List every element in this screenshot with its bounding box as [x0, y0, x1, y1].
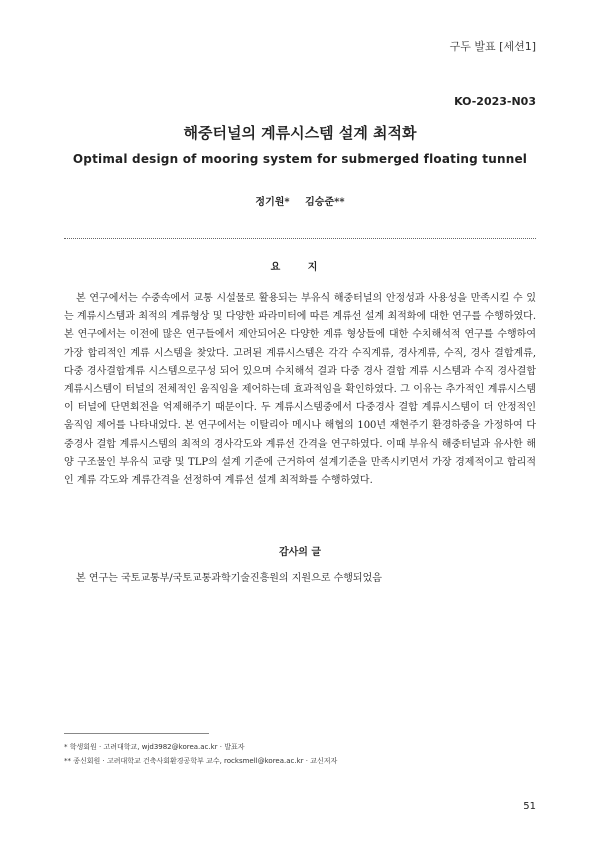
footnote-author-2: ** 종신회원 · 고려대학교 건축사회환경공학부 교수, rocksmell@korea.ac.kr · 교신저자: [64, 757, 338, 765]
author-list: [0, 193, 600, 208]
page-number: 51: [523, 801, 536, 812]
acknowledgement-body: 본 연구는 국토교통부/국토교통과학기술진흥원의 지원으로 수행되었음: [76, 573, 382, 584]
session-label: 구두 발표 [세션1]: [449, 40, 536, 53]
author-1: 정기원*: [255, 197, 290, 208]
abstract-heading: 요 지: [270, 262, 330, 273]
paper-title-english: Optimal design of mooring system for submerged floating tunnel: [72, 152, 528, 166]
acknowledgement-heading: 감사의 글: [278, 547, 322, 558]
section-divider: [64, 238, 536, 239]
author-2: 김승준**: [305, 197, 345, 208]
footnote-author-1: * 학생회원 · 고려대학교, wjd3982@korea.ac.kr · 발표자: [64, 743, 245, 751]
paper-id: KO-2023-N03: [454, 95, 536, 108]
paper-title-korean: 해중터널의 계류시스템 설계 최적화: [183, 124, 417, 142]
footnote-rule: [64, 733, 209, 734]
abstract-body: 본 연구에서는 수중속에서 교통 시설물로 활용되는 부유식 해중터널의 안정성과 사용성을 만족시킬 수 있는 계류시스템과 최적의 계류형상 및 다양한 파라미터에 따른 계류선 설계 최적화에 대한 연구를 수행하였다. 본 연구에서는 이전에 많은 연구들에서 제안되어온 다양한 계류 형상들에 대한 수치해석적 연구를 수행하여 가장 합리적인 계류 시스템을 찾았다. 고려된 계류시스템은 각각 수직계류, 경사계류, 수직, 경사 결합계류, 다중 경사결합계류 시스템으로구성 되어 있으며 수치해석 결과 다중 경사 결합 계류 시스템과 수직 경사결합 계류시스템이 터널의 전체적인 움직임을 제어하는데 효과적임을 확인하였다. 그 이유는 추가적인 계류시스템이 터널에 단면회전을 억제해주기 때문이다. 두 계류시스템중에서 다중경사 결합 계류시스템이 더 안정적인 움직임 제어를 나타내었다. 본 연구에서는 이탈리아 메시나 해협의 100년 재현주기 환경하중을 가정하여 다중경사 결합 계류시스템의 최적의 경사각도와 계류선 간격을 연구하였다. 이때 부유식 해중터널과 유사한 해양 구조물인 부유식 교량 및 TLP의 설계 기준에 근거하여 설계기준을 만족시키면서 가장 경제적이고 합리적인 계류 각도와 계류간격을 선정하여 계류선 설계 최적화를 수행하였다.: [64, 293, 536, 487]
